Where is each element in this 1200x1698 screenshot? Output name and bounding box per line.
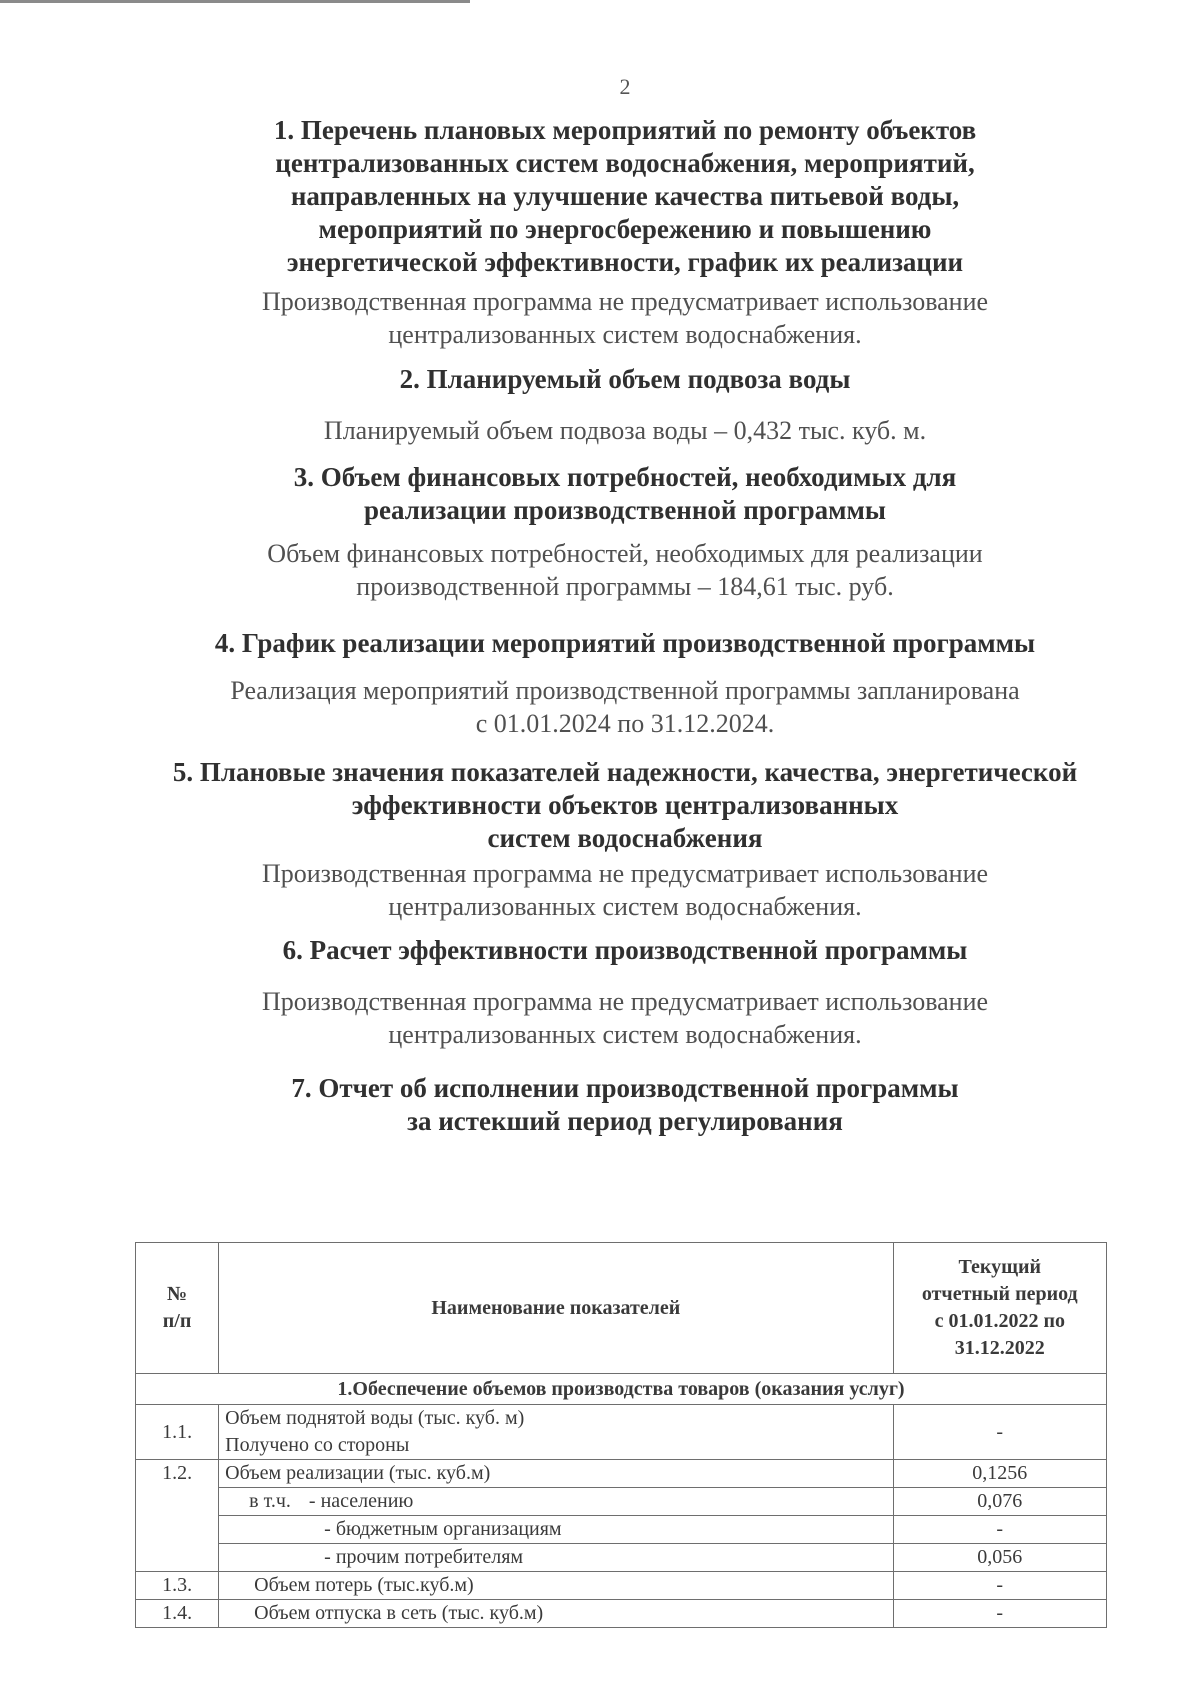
- row-1-1-value: -: [893, 1405, 1106, 1460]
- row-1-4-value: -: [893, 1600, 1106, 1628]
- row-1-3-name: Объем потерь (тыс.куб.м): [219, 1572, 893, 1600]
- row-1-3-num: 1.3.: [136, 1572, 219, 1600]
- section-6-text: Производственная программа не предусматривает использование централизованных систем водоснабжения.: [261, 987, 989, 1049]
- section-1-text: Производственная программа не предусматривает использование централизованных систем водоснабжения.: [261, 287, 989, 349]
- row-1-1-name: Объем поднятой воды (тыс. куб. м): [219, 1405, 893, 1433]
- row-1-4-num: 1.4.: [136, 1600, 219, 1628]
- header-num: № п/п: [136, 1243, 219, 1374]
- row-1-2-a-prefix: в т.ч.: [249, 1490, 291, 1512]
- table-group-row: [136, 1374, 1107, 1405]
- section-4-text: Реализация мероприятий производственной программы запланирована с 01.01.2024 по 31.12.2024.: [230, 676, 1020, 738]
- row-1-2-a: [219, 1488, 893, 1516]
- section-7-title: 7. Отчет об исполнении производственной программы за истекший период регулирования: [291, 1073, 959, 1136]
- page-number: 2: [619, 74, 631, 99]
- row-1-2-num: 1.2.: [136, 1460, 219, 1572]
- row-1-2-name: Объем реализации (тыс. куб.м): [219, 1460, 893, 1488]
- section-5-title: 5. Плановые значения показателей надежности, качества, энергетической эффективности объектов централизованных систем водоснабжения: [172, 757, 1078, 853]
- section-2-text: Планируемый объем подвоза воды – 0,432 тыс. куб. м.: [323, 416, 927, 445]
- section-6-title: 6. Расчет эффективности производственной программы: [282, 935, 968, 965]
- table-row: [136, 1544, 1107, 1572]
- row-1-2-b-name: - бюджетным организациям: [219, 1516, 893, 1544]
- row-1-2-a-name: - населению: [308, 1490, 414, 1512]
- section-4-title: 4. График реализации мероприятий производственной программы: [214, 628, 1036, 658]
- section-3-text: Объем финансовых потребностей, необходимых для реализации производственной программы – 184,61 тыс. руб.: [267, 539, 983, 601]
- table-row: [136, 1572, 1107, 1600]
- row-1-2-c-value: 0,056: [893, 1544, 1106, 1572]
- table-row: [136, 1516, 1107, 1544]
- table-header-row: [136, 1243, 1107, 1374]
- group-1-title: 1.Обеспечение объемов производства товаров (оказания услуг): [136, 1374, 1107, 1405]
- row-1-2-a-value: 0,076: [893, 1488, 1106, 1516]
- scan-edge-line: [0, 0, 470, 3]
- row-1-2-b-value: -: [893, 1516, 1106, 1544]
- row-1-2-c-name: - прочим потребителям: [219, 1544, 893, 1572]
- table-row: [136, 1405, 1107, 1433]
- row-1-2-value: 0,1256: [893, 1460, 1106, 1488]
- section-5-text: Производственная программа не предусматривает использование централизованных систем водоснабжения.: [261, 859, 989, 921]
- row-1-1-num: 1.1.: [136, 1405, 219, 1460]
- table-row: [136, 1460, 1107, 1488]
- report-table: [135, 1242, 1107, 1628]
- table-row: [136, 1600, 1107, 1628]
- section-3-title: 3. Объем финансовых потребностей, необходимых для реализации производственной программы: [293, 462, 957, 525]
- section-2-title: 2. Планируемый объем подвоза воды: [399, 364, 851, 394]
- row-1-1-sub: Получено со стороны: [219, 1432, 893, 1460]
- header-name: Наименование показателей: [219, 1243, 893, 1374]
- row-1-3-value: -: [893, 1572, 1106, 1600]
- header-period: Текущий отчетный период с 01.01.2022 по 31.12.2022: [893, 1243, 1106, 1374]
- table-row: [136, 1488, 1107, 1516]
- row-1-4-name: Объем отпуска в сеть (тыс. куб.м): [219, 1600, 893, 1628]
- section-1-title: 1. Перечень плановых мероприятий по ремонту объектов централизованных систем водоснабжения, мероприятий, направленных на улучшение качества питьевой воды, мероприятий по энергосбережению и повышению энергетической эффективности, график их реализации: [273, 115, 977, 277]
